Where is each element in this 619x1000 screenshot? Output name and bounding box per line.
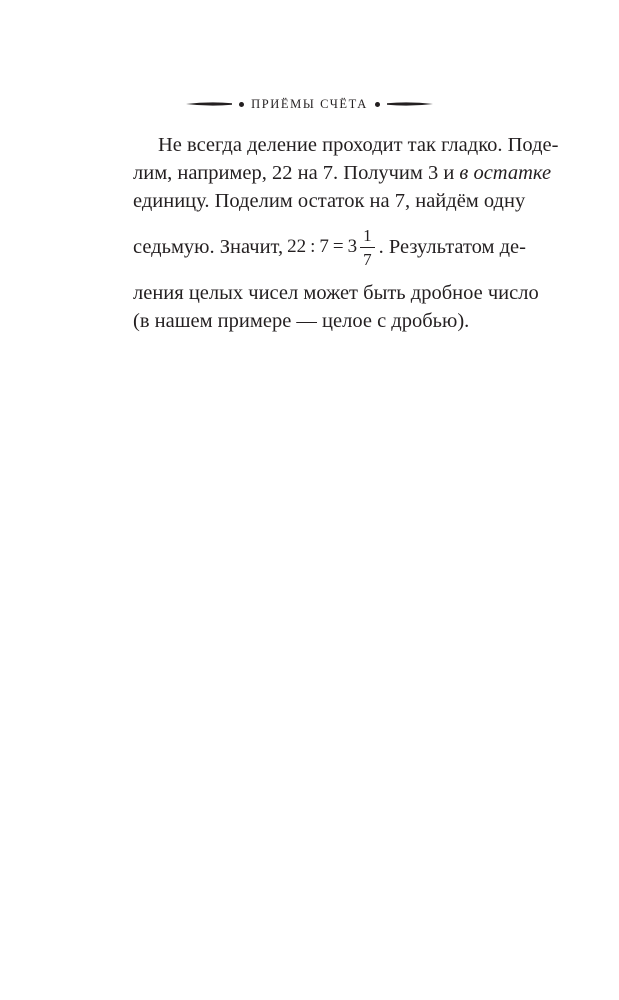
formula-equals-sign: =	[332, 236, 344, 257]
text-line-2-content	[133, 159, 551, 187]
ornamental-rule-left	[186, 100, 232, 108]
text-line-4-end: . Результатом де-	[378, 236, 526, 258]
formula-fraction	[360, 227, 375, 268]
formula-dividend: 22	[287, 236, 307, 257]
fraction-denominator: 7	[363, 249, 372, 269]
ornament-dot-left	[239, 102, 244, 107]
text-line-1	[133, 131, 559, 159]
text-line-6-content: (в нашем примере — целое с дробью).	[133, 310, 470, 332]
formula-division-sign: :	[310, 236, 316, 257]
formula-whole-part: 3	[347, 236, 358, 257]
formula-divisor: 7	[319, 236, 329, 257]
running-head-title: ПРИЁМЫ СЧЁТА	[251, 96, 368, 111]
ornamental-rule-right	[387, 100, 433, 108]
division-formula	[287, 215, 375, 279]
text-line-5-content: ления целых чисел может быть дробное число	[133, 282, 539, 304]
fraction-numerator: 1	[360, 227, 375, 248]
text-line-5	[133, 279, 539, 307]
text-line-4	[133, 215, 526, 279]
text-line-4-start: седьмую. Значит,	[133, 236, 284, 258]
text-line-1-content: Не всегда деление проходит так гладко. Поде-	[158, 134, 559, 156]
body-paragraph	[133, 131, 559, 335]
text-line-6	[133, 307, 526, 335]
ornament-dot-right	[375, 102, 380, 107]
text-line-2-start: лим, например, 22 на 7. Получим 3 и	[133, 162, 460, 184]
text-line-3-content: единицу. Поделим остаток на 7, найдём одну	[133, 190, 526, 212]
running-head	[0, 94, 619, 114]
italic-phrase: в остатке	[459, 162, 552, 184]
text-line-2	[133, 159, 552, 187]
text-line-3	[133, 187, 526, 215]
